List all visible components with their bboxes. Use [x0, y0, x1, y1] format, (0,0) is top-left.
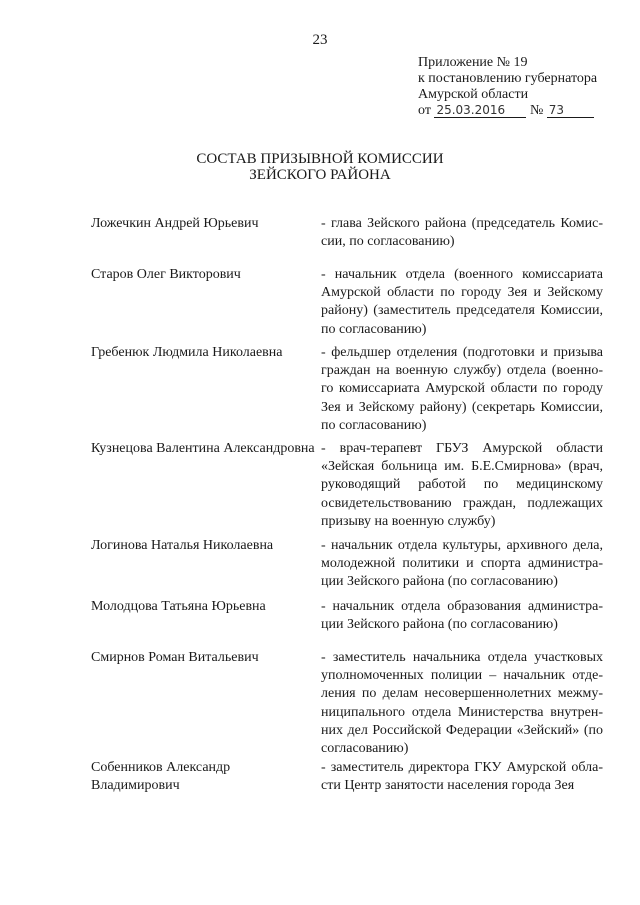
member-role-line: - начальник отдела образования администра-	[321, 599, 603, 614]
member-name-line: Смирнов Роман Витальевич	[91, 650, 259, 665]
appendix-region: Амурской области	[418, 87, 529, 102]
title-line-2: ЗЕЙСКОГО РАЙОНА	[249, 167, 391, 183]
number-prefix: №	[529, 103, 544, 118]
member-role-line: - заместитель начальника отдела участковых	[321, 650, 603, 665]
member-role-line: - начальник отдела культуры, архивного дела,	[321, 538, 603, 553]
member-role-line: Зея и Зейскому району) (секретарь Комиссии,	[321, 399, 603, 415]
member-role-line: - глава Зейского района (председатель Комис-	[321, 216, 603, 231]
member-role-line: ции Зейского района (по согласованию)	[321, 617, 558, 633]
member-role-line: району) (заместитель председателя Комиссии,	[321, 303, 603, 319]
member-role	[321, 598, 603, 634]
title-line-1: СОСТАВ ПРИЗЫВНОЙ КОМИССИИ	[196, 151, 444, 167]
appendix-decree-ref: к постановлению губернатора	[418, 71, 598, 86]
member-name-line: Собенников Александр	[91, 760, 231, 775]
member-role-line: - врач-терапевт ГБУЗ Амурской области	[321, 441, 603, 456]
decree-date: 25.03.2016	[434, 104, 526, 118]
member-role	[321, 537, 603, 592]
member-role-line: сии, по согласованию)	[321, 234, 455, 250]
member-name	[91, 649, 316, 667]
member-name	[91, 759, 316, 795]
member-name-line: Старов Олег Викторович	[91, 267, 241, 282]
member-name	[91, 598, 316, 616]
member-role-line: согласованию)	[321, 741, 409, 757]
member-role-line: го комиссариата Амурской области по городу	[321, 381, 603, 397]
decree-number: 73	[547, 104, 594, 118]
appendix-date-line	[418, 103, 618, 119]
member-name-line: Ложечкин Андрей Юрьевич	[91, 216, 259, 231]
member-role-line: руководящий работой по медицинскому	[321, 477, 603, 493]
member-role-line: граждан на военную службу) отдела (военно-	[321, 363, 603, 379]
member-role-line: молодежной политики и спорта администра-	[321, 556, 603, 572]
member-name	[91, 344, 316, 362]
member-name-line: Логинова Наталья Николаевна	[91, 538, 274, 553]
member-name-line: Владимирович	[91, 778, 180, 794]
member-role	[321, 440, 603, 531]
member-name-line: Гребенюк Людмила Николаевна	[91, 345, 283, 360]
member-role-line: уполномоченных полиции – начальник отде-	[321, 668, 603, 684]
member-name	[91, 215, 316, 233]
member-name-line: Кузнецова Валентина Александровна	[91, 441, 315, 456]
member-role-line: «Зейская больница им. Б.Е.Смирнова» (врач,	[321, 459, 603, 475]
member-name	[91, 537, 316, 555]
member-name	[91, 266, 316, 284]
member-role-line: них дел Российской Федерации «Зейский» (по	[321, 722, 603, 738]
member-role-line: призыву на военную службу)	[321, 513, 496, 529]
page-number: 23	[312, 32, 328, 48]
document-title	[0, 151, 640, 183]
member-role-line: - начальник отдела (военного комиссариата	[321, 267, 603, 282]
member-role	[321, 649, 603, 758]
member-role-line: сти Центр занятости населения города Зея	[321, 778, 575, 794]
member-role	[321, 215, 603, 251]
member-role-line: ции Зейского района (по согласованию)	[321, 574, 558, 590]
member-name	[91, 440, 316, 458]
appendix-header	[418, 55, 618, 119]
member-role-line: по согласованию)	[321, 417, 427, 433]
member-role-line: - фельдшер отделения (подготовки и призыва	[321, 345, 603, 360]
member-role-line: - заместитель директора ГКУ Амурской обла-	[321, 760, 603, 775]
member-role-line: Амурской области по городу Зея и Зейскому	[321, 285, 603, 301]
member-role-line: ления по делам несовершеннолетних межму-	[321, 686, 603, 702]
member-name-line: Молодцова Татьяна Юрьевна	[91, 599, 266, 614]
member-role-line: освидетельствованию граждан, подлежащих	[321, 495, 603, 511]
member-role-line: по согласованию)	[321, 321, 427, 337]
member-role	[321, 266, 603, 339]
date-prefix: от	[418, 103, 431, 118]
appendix-title: Приложение № 19	[418, 55, 528, 70]
member-role	[321, 759, 603, 795]
member-role	[321, 344, 603, 435]
member-role-line: ниципального отдела Министерства внутрен-	[321, 704, 603, 720]
